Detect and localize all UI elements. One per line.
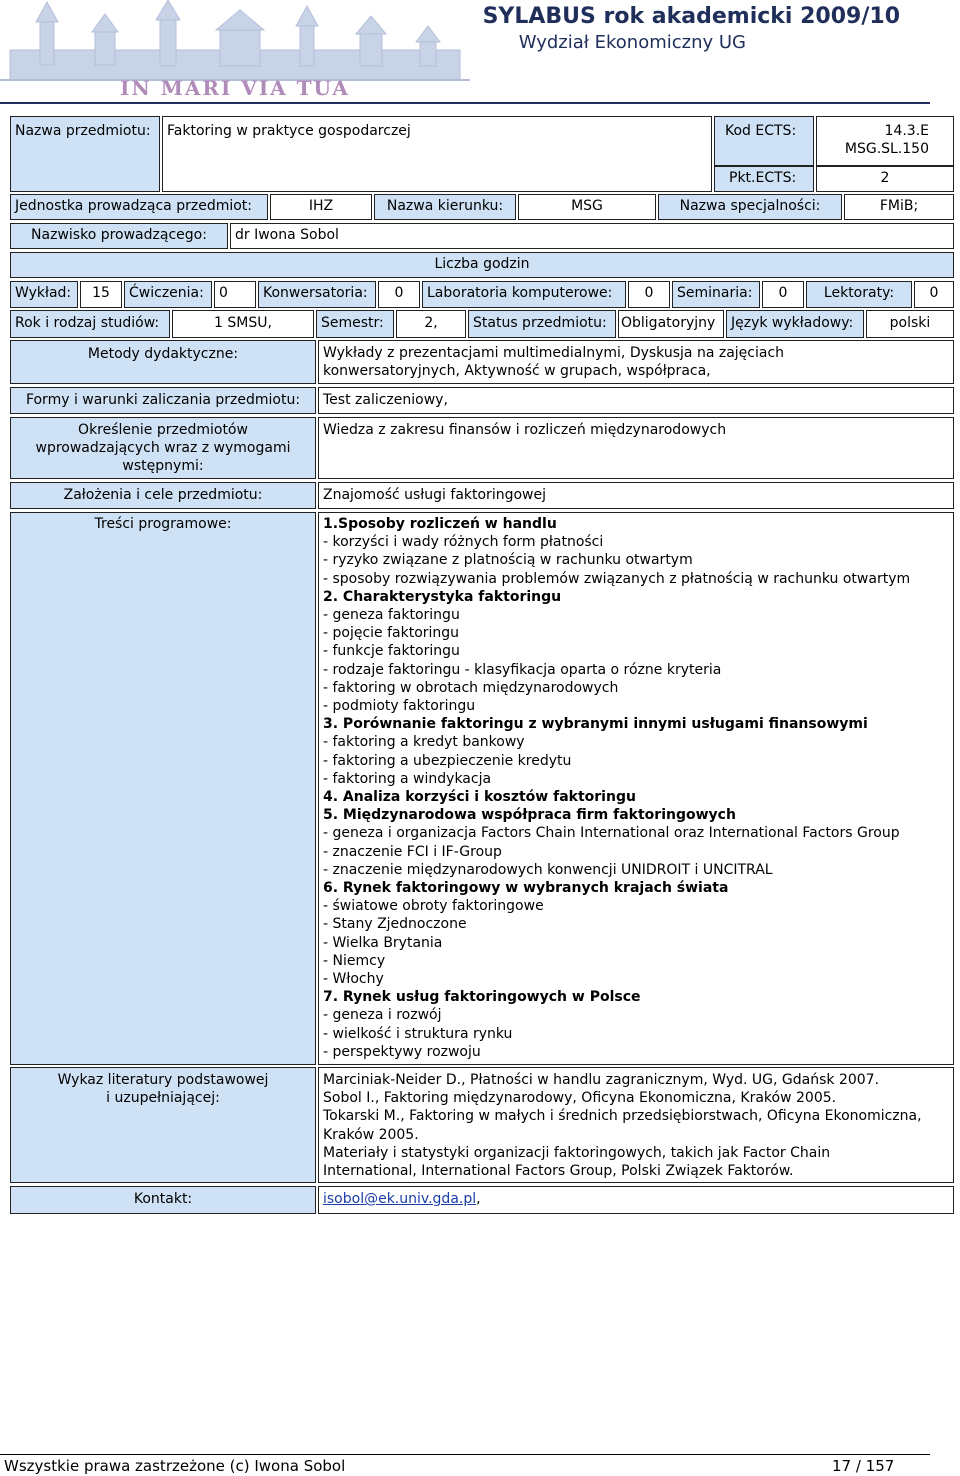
- seminar-label-cell: [672, 281, 760, 308]
- program-item: - ryzyko związane z platnością w rachunku otwartym: [323, 552, 693, 569]
- status-label-cell: [468, 310, 616, 338]
- program-item: - korzyści i wady różnych form płatności: [323, 534, 604, 551]
- program-item: - faktoring w obrotach międzynarodowych: [323, 679, 619, 696]
- exercises-label: Ćwiczenia:: [129, 285, 204, 301]
- literature-label-line: Wykaz literatury podstawowej: [57, 1072, 269, 1088]
- spec-label: Nazwa specjalności:: [679, 198, 821, 214]
- footer-page-number: 17 / 157: [832, 1457, 895, 1475]
- prereq-label-line: Określenie przedmiotów: [78, 422, 248, 438]
- program-item: - Wielka Brytania: [323, 934, 443, 951]
- prereq-value-cell: [318, 417, 954, 479]
- year-value: 1 SMSU,: [214, 315, 272, 331]
- literature-value-cell: [318, 1067, 954, 1183]
- literature-line: International, International Factors Group, Polski Związek Faktorów.: [323, 1163, 794, 1180]
- seminar-value-cell: [762, 281, 804, 308]
- goals-label: Założenia i cele przedmiotu:: [63, 487, 263, 503]
- header-divider: [0, 102, 930, 104]
- status-value-cell: [618, 310, 724, 338]
- program-content-cell: [318, 512, 954, 1065]
- program-item: - pojęcie faktoringu: [323, 625, 460, 642]
- conversatory-label: Konwersatoria:: [263, 285, 368, 301]
- program-section-heading: 1.Sposoby rozliczeń w handlu: [323, 516, 557, 532]
- lector-label-cell: [806, 281, 912, 308]
- conversatory-value-cell: [378, 281, 420, 308]
- program-item: - wielkość i struktura rynku: [323, 1025, 513, 1042]
- exercises-label-cell: [124, 281, 212, 308]
- spec-value-cell: [844, 194, 954, 220]
- program-item: - geneza faktoringu: [323, 607, 460, 624]
- header-banner-image: [0, 0, 470, 100]
- program-item: - funkcje faktoringu: [323, 643, 460, 660]
- methods-label-cell: [10, 340, 316, 384]
- forms-label-cell: [10, 387, 316, 414]
- semester-label: Semestr:: [321, 315, 384, 331]
- contact-label: Kontakt:: [133, 1191, 193, 1207]
- program-item: - faktoring a windykacja: [323, 770, 492, 787]
- semester-label-cell: [316, 310, 394, 338]
- status-value: Obligatoryjny: [621, 315, 716, 331]
- direction-label-cell: [374, 194, 516, 220]
- ects-label: Pkt.ECTS:: [729, 170, 797, 186]
- ects-value-cell: [816, 166, 954, 192]
- prereq-label-line: wprowadzających wraz z wymogami: [35, 440, 291, 456]
- unit-label-cell: [10, 194, 268, 220]
- language-label: Język wykładowy:: [731, 315, 854, 331]
- direction-label: Nazwa kierunku:: [386, 198, 504, 214]
- unit-value: IHZ: [308, 198, 334, 214]
- direction-value-cell: [518, 194, 656, 220]
- prereq-value: Wiedza z zakresu finansów i rozliczeń międzynarodowych: [323, 422, 727, 438]
- language-label-cell: [726, 310, 864, 338]
- lecture-value-cell: [80, 281, 122, 308]
- lector-value-cell: [914, 281, 954, 308]
- literature-line: Sobol I., Faktoring międzynarodowy, Oficyna Ekonomiczna, Kraków 2005.: [323, 1090, 837, 1107]
- program-item: - Włochy: [323, 971, 384, 988]
- contact-value-cell: [318, 1186, 954, 1214]
- program-item: - faktoring a kredyt bankowy: [323, 734, 525, 751]
- page-title: SYLABUS rok akademicki 2009/10: [482, 4, 900, 29]
- prereq-label-line: wstępnymi:: [122, 458, 204, 474]
- lecturer-value: dr Iwona Sobol: [235, 227, 339, 243]
- footer-divider: [0, 1454, 930, 1455]
- code-value-line1: 14.3.E: [884, 123, 929, 139]
- program-item: - perspektywy rozwoju: [323, 1043, 481, 1060]
- program-item: - faktoring a ubezpieczenie kredytu: [323, 752, 572, 769]
- language-value-cell: [866, 310, 954, 338]
- unit-label: Jednostka prowadząca przedmiot:: [15, 198, 253, 214]
- goals-label-cell: [10, 482, 316, 509]
- lector-value: 0: [929, 285, 939, 301]
- year-label-cell: [10, 310, 170, 338]
- lecture-label: Wykład:: [15, 285, 72, 301]
- ects-value: 2: [880, 170, 890, 186]
- year-value-cell: [172, 310, 314, 338]
- conversatory-value: 0: [394, 285, 404, 301]
- literature-label-cell: [10, 1067, 316, 1183]
- banner-motto: IN MARI VIA TUA: [120, 76, 350, 100]
- exercises-value-cell: [214, 281, 256, 308]
- methods-line: konwersatoryjnych, Aktywność w grupach, współpraca,: [323, 363, 711, 380]
- lector-label: Lektoraty:: [823, 285, 895, 301]
- ects-label-cell: [714, 166, 814, 192]
- hours-header-cell: [10, 252, 954, 278]
- subject-label-cell: [10, 116, 160, 192]
- goals-value: Znajomość usługi faktoringowej: [323, 487, 546, 503]
- methods-line: Wykłady z prezentacjami multimedialnymi, Dyskusja na zajęciach: [323, 345, 785, 361]
- unit-value-cell: [270, 194, 372, 220]
- contact-email-link[interactable]: isobol@ek.univ.gda.pl: [323, 1191, 477, 1207]
- subject-value: Faktoring w praktyce gospodarczej: [167, 123, 411, 139]
- program-item: - znaczenie FCI i IF-Group: [323, 843, 502, 860]
- program-section-heading: 4. Analiza korzyści i kosztów faktoringu: [323, 789, 636, 806]
- program-section-heading: 7. Rynek usług faktoringowych w Polsce: [323, 989, 641, 1006]
- contact-label-cell: [10, 1186, 316, 1214]
- lecturer-label: Nazwisko prowadzącego:: [31, 227, 207, 243]
- contact-suffix: ,: [476, 1191, 481, 1207]
- literature-line: Tokarski M., Faktoring w małych i średnich przedsiębiorstwach, Oficyna Ekonomiczna,: [323, 1108, 922, 1125]
- prereq-label-cell: [10, 417, 316, 479]
- lab-label: Laboratoria komputerowe:: [427, 285, 613, 301]
- semester-value: 2,: [424, 315, 438, 331]
- conversatory-label-cell: [258, 281, 376, 308]
- program-item: - geneza i rozwój: [323, 1007, 442, 1024]
- subject-label: Nazwa przedmiotu:: [15, 123, 151, 139]
- code-value-cell: [816, 116, 954, 166]
- subject-value-cell: [162, 116, 712, 192]
- program-label: Treści programowe:: [94, 516, 232, 532]
- program-item: - światowe obroty faktoringowe: [323, 898, 544, 915]
- semester-value-cell: [396, 310, 466, 338]
- spec-value: FMiB;: [879, 198, 919, 214]
- program-label-cell: [10, 512, 316, 1065]
- direction-value: MSG: [571, 198, 603, 214]
- spec-label-cell: [658, 194, 842, 220]
- exercises-value: 0: [219, 285, 228, 301]
- lab-value-cell: [628, 281, 670, 308]
- hours-header: Liczba godzin: [434, 256, 530, 272]
- code-label-cell: [714, 116, 814, 166]
- program-section-heading: 5. Międzynarodowa współpraca firm faktoringowych: [323, 807, 736, 824]
- program-item: - sposoby rozwiązywania problemów związanych z płatnością w rachunku otwartym: [323, 570, 911, 587]
- program-section-heading: 6. Rynek faktoringowy w wybranych krajach świata: [323, 880, 729, 897]
- goals-value-cell: [318, 482, 954, 509]
- lecturer-label-cell: [10, 223, 228, 249]
- lab-value: 0: [644, 285, 654, 301]
- program-section-heading: 3. Porównanie faktoringu z wybranymi innymi usługami finansowymi: [323, 716, 868, 733]
- forms-label: Formy i warunki zaliczania przedmiotu:: [25, 392, 301, 408]
- lecture-label-cell: [10, 281, 78, 308]
- methods-value-cell: [318, 340, 954, 384]
- lecture-value: 15: [92, 285, 110, 301]
- lab-label-cell: [422, 281, 626, 308]
- program-item: - podmioty faktoringu: [323, 698, 476, 715]
- code-value-line2: MSG.SL.150: [844, 141, 929, 157]
- lecturer-value-cell: [230, 223, 954, 249]
- forms-value-cell: [318, 387, 954, 414]
- literature-line: Marciniak-Neider D., Płatności w handlu zagranicznym, Wyd. UG, Gdańsk 2007.: [323, 1072, 880, 1088]
- status-label: Status przedmiotu:: [473, 315, 607, 331]
- page-subtitle: Wydział Ekonomiczny UG: [518, 32, 746, 53]
- program-item: - Niemcy: [323, 952, 386, 969]
- program-section-heading: 2. Charakterystyka faktoringu: [323, 588, 562, 605]
- footer-copyright: Wszystkie prawa zastrzeżone (c) Iwona Sobol: [4, 1457, 346, 1475]
- year-label: Rok i rodzaj studiów:: [15, 315, 160, 331]
- methods-label: Metody dydaktyczne:: [87, 346, 239, 362]
- program-item: - znaczenie międzynarodowych konwencji UNIDROIT i UNCITRAL: [323, 861, 773, 878]
- language-value: polski: [889, 315, 931, 331]
- forms-value: Test zaliczeniowy,: [323, 392, 448, 408]
- literature-line: Materiały i statystyki organizacji faktoringowych, takich jak Factor Chain: [323, 1144, 831, 1161]
- code-label: Kod ECTS:: [725, 123, 797, 139]
- program-item: - geneza i organizacja Factors Chain International oraz International Factors Group: [323, 825, 900, 842]
- seminar-value: 0: [778, 285, 788, 301]
- program-item: - rodzaje faktoringu - klasyfikacja oparta o rózne kryteria: [323, 661, 722, 678]
- literature-line: Kraków 2005.: [323, 1126, 419, 1143]
- seminar-label: Seminaria:: [677, 285, 753, 301]
- program-item: - Stany Zjednoczone: [323, 916, 467, 933]
- literature-label-line: i uzupełniającej:: [106, 1090, 220, 1106]
